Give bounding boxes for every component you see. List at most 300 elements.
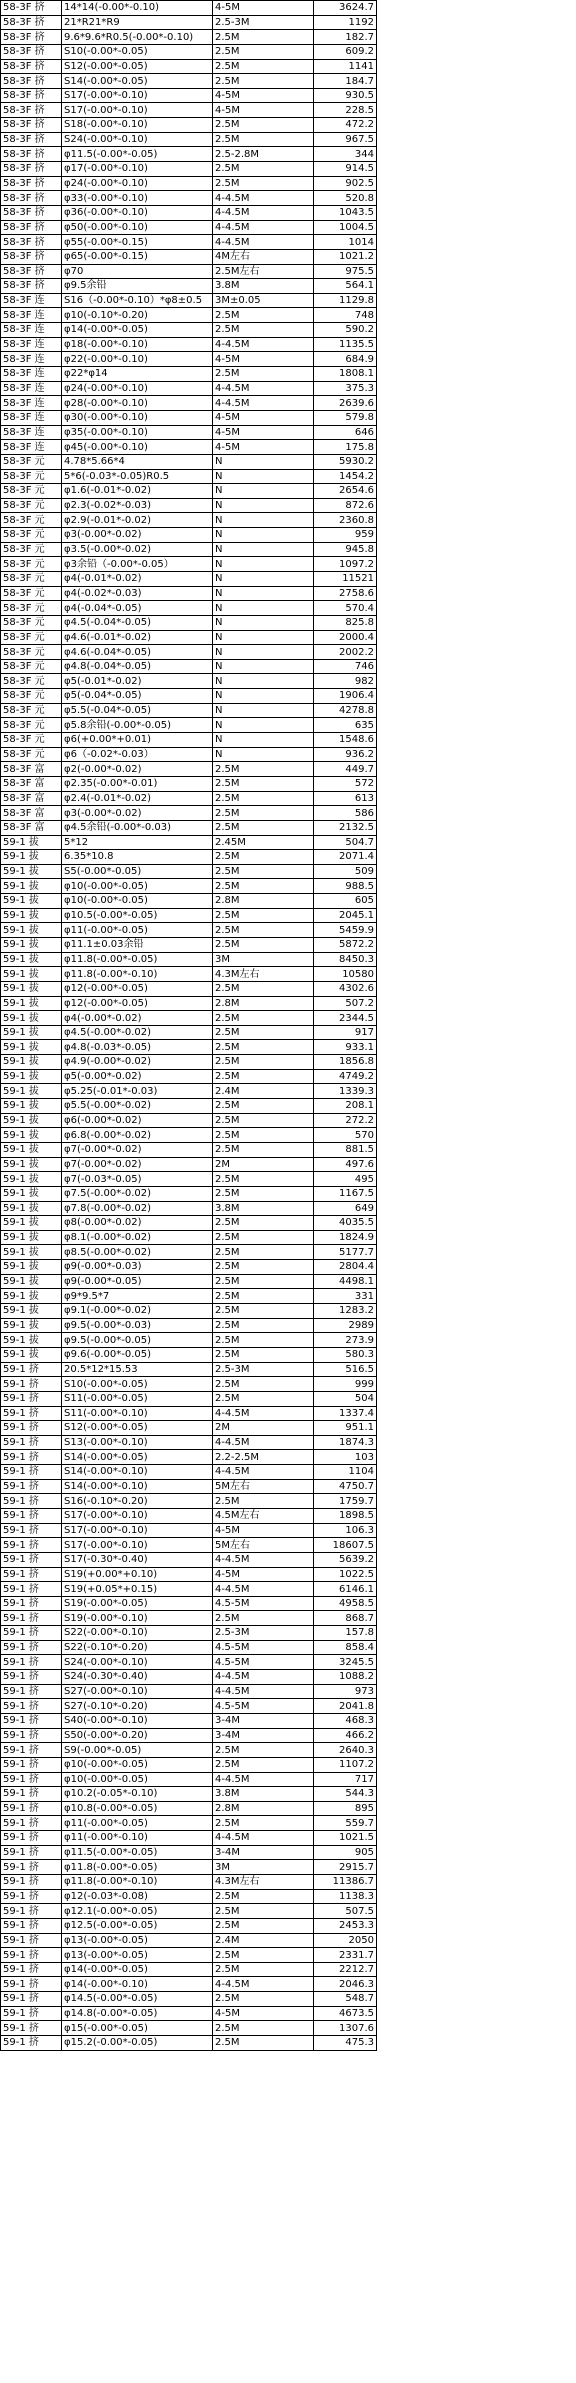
- grade-cell: 59-1 挤: [1, 1479, 62, 1494]
- length-cell: 4-5M: [213, 1, 314, 16]
- spec-cell: φ10(-0.00*-0.05): [62, 894, 213, 909]
- weight-cell: 945.8: [314, 542, 377, 557]
- grade-cell: 58-3F 挤: [1, 74, 62, 89]
- spec-cell: φ11.5(-0.00*-0.05): [62, 1845, 213, 1860]
- spec-cell: φ8.5(-0.00*-0.02): [62, 1245, 213, 1260]
- table-row: [1, 1684, 377, 1699]
- table-row: [1, 1142, 377, 1157]
- length-cell: 4-4.5M: [213, 1772, 314, 1787]
- table-row: [1, 601, 377, 616]
- grade-cell: 59-1 拔: [1, 1142, 62, 1157]
- weight-cell: 4749.2: [314, 1069, 377, 1084]
- table-row: [1, 1567, 377, 1582]
- grade-cell: 58-3F 挤: [1, 1, 62, 16]
- length-cell: N: [213, 469, 314, 484]
- weight-cell: 4958.5: [314, 1596, 377, 1611]
- spec-cell: φ5(-0.04*-0.05): [62, 689, 213, 704]
- table-row: [1, 1611, 377, 1626]
- weight-cell: 466.2: [314, 1728, 377, 1743]
- weight-cell: 988.5: [314, 879, 377, 894]
- length-cell: 4-5M: [213, 103, 314, 118]
- length-cell: 4-5M: [213, 1567, 314, 1582]
- table-row: [1, 1084, 377, 1099]
- table-row: [1, 484, 377, 499]
- length-cell: N: [213, 557, 314, 572]
- weight-cell: 2640.3: [314, 1743, 377, 1758]
- grade-cell: 59-1 挤: [1, 1435, 62, 1450]
- table-row: [1, 952, 377, 967]
- grade-cell: 58-3F 富: [1, 776, 62, 791]
- length-cell: 3.8M: [213, 279, 314, 294]
- grade-cell: 58-3F 元: [1, 659, 62, 674]
- length-cell: 2.5M: [213, 820, 314, 835]
- length-cell: 2.5M: [213, 1230, 314, 1245]
- spec-cell: S14(-0.00*-0.10): [62, 1465, 213, 1480]
- grade-cell: 58-3F 元: [1, 601, 62, 616]
- grade-cell: 59-1 挤: [1, 1494, 62, 1509]
- weight-cell: 1759.7: [314, 1494, 377, 1509]
- spec-cell: φ15.2(-0.00*-0.05): [62, 2036, 213, 2051]
- spec-cell: S22(-0.10*-0.20): [62, 1640, 213, 1655]
- spec-cell: φ22*φ14: [62, 367, 213, 382]
- grade-cell: 59-1 拔: [1, 1055, 62, 1070]
- weight-cell: 1454.2: [314, 469, 377, 484]
- grade-cell: 58-3F 挤: [1, 220, 62, 235]
- spec-cell: φ30(-0.00*-0.10): [62, 410, 213, 425]
- weight-cell: 959: [314, 528, 377, 543]
- weight-cell: 1307.6: [314, 2021, 377, 2036]
- length-cell: 2.5-3M: [213, 1362, 314, 1377]
- spec-cell: S17(-0.00*-0.10): [62, 88, 213, 103]
- table-row: [1, 191, 377, 206]
- weight-cell: 449.7: [314, 762, 377, 777]
- grade-cell: 58-3F 连: [1, 308, 62, 323]
- grade-cell: 59-1 挤: [1, 1626, 62, 1641]
- length-cell: 2.8M: [213, 894, 314, 909]
- length-cell: 4-5M: [213, 410, 314, 425]
- table-row: [1, 557, 377, 572]
- table-row: [1, 1055, 377, 1070]
- grade-cell: 58-3F 元: [1, 484, 62, 499]
- weight-cell: 917: [314, 1025, 377, 1040]
- weight-cell: 2212.7: [314, 1962, 377, 1977]
- weight-cell: 182.7: [314, 30, 377, 45]
- weight-cell: 973: [314, 1684, 377, 1699]
- table-row: [1, 30, 377, 45]
- weight-cell: 3245.5: [314, 1655, 377, 1670]
- weight-cell: 2360.8: [314, 513, 377, 528]
- table-row: [1, 689, 377, 704]
- length-cell: 2.5M: [213, 1260, 314, 1275]
- table-row: [1, 674, 377, 689]
- spec-cell: φ14.8(-0.00*-0.05): [62, 2006, 213, 2021]
- spec-cell: φ4(-0.02*-0.03): [62, 586, 213, 601]
- spec-cell: S10(-0.00*-0.05): [62, 1377, 213, 1392]
- length-cell: 2.4M: [213, 1933, 314, 1948]
- weight-cell: 4673.5: [314, 2006, 377, 2021]
- table-row: [1, 1465, 377, 1480]
- length-cell: 4-4.5M: [213, 381, 314, 396]
- table-row: [1, 132, 377, 147]
- table-row: [1, 1948, 377, 1963]
- table-row: [1, 835, 377, 850]
- spec-cell: S16(-0.10*-0.20): [62, 1494, 213, 1509]
- length-cell: 2.5M: [213, 1918, 314, 1933]
- length-cell: 2.5M: [213, 923, 314, 938]
- weight-cell: 613: [314, 791, 377, 806]
- grade-cell: 59-1 挤: [1, 1670, 62, 1685]
- length-cell: 4-4.5M: [213, 191, 314, 206]
- weight-cell: 4278.8: [314, 703, 377, 718]
- grade-cell: 58-3F 元: [1, 689, 62, 704]
- weight-cell: 2758.6: [314, 586, 377, 601]
- length-cell: 2.5M: [213, 1289, 314, 1304]
- grade-cell: 59-1 挤: [1, 1845, 62, 1860]
- length-cell: 2M: [213, 1157, 314, 1172]
- grade-cell: 59-1 挤: [1, 1450, 62, 1465]
- spec-cell: 14*14(-0.00*-0.10): [62, 1, 213, 16]
- length-cell: N: [213, 630, 314, 645]
- spec-cell: S18(-0.00*-0.10): [62, 118, 213, 133]
- length-cell: 4.5-5M: [213, 1596, 314, 1611]
- length-cell: 2.5M: [213, 1743, 314, 1758]
- length-cell: 4-4.5M: [213, 1435, 314, 1450]
- grade-cell: 59-1 拔: [1, 981, 62, 996]
- length-cell: 2.5M: [213, 1011, 314, 1026]
- grade-cell: 58-3F 连: [1, 440, 62, 455]
- table-row: [1, 1377, 377, 1392]
- spec-cell: φ5.25(-0.01*-0.03): [62, 1084, 213, 1099]
- spec-cell: φ65(-0.00*-0.15): [62, 249, 213, 264]
- spec-cell: φ12(-0.00*-0.05): [62, 981, 213, 996]
- table-row: [1, 308, 377, 323]
- weight-cell: 331: [314, 1289, 377, 1304]
- weight-cell: 570.4: [314, 601, 377, 616]
- length-cell: 2.5M: [213, 1904, 314, 1919]
- spec-cell: φ13(-0.00*-0.05): [62, 1948, 213, 1963]
- grade-cell: 59-1 挤: [1, 1743, 62, 1758]
- spec-cell: φ6(-0.00*-0.02): [62, 1113, 213, 1128]
- spec-cell: S11(-0.00*-0.05): [62, 1391, 213, 1406]
- length-cell: 2.5M: [213, 1245, 314, 1260]
- weight-cell: 468.3: [314, 1713, 377, 1728]
- spec-cell: φ55(-0.00*-0.15): [62, 235, 213, 250]
- weight-cell: 516.5: [314, 1362, 377, 1377]
- table-row: [1, 1421, 377, 1436]
- spec-cell: φ11(-0.00*-0.05): [62, 923, 213, 938]
- length-cell: 2.5M: [213, 850, 314, 865]
- spec-cell: φ11.1±0.03余铅: [62, 938, 213, 953]
- length-cell: 2.5M: [213, 1186, 314, 1201]
- grade-cell: 58-3F 挤: [1, 191, 62, 206]
- weight-cell: 559.7: [314, 1816, 377, 1831]
- length-cell: 2.5-3M: [213, 1626, 314, 1641]
- length-cell: 2.5M: [213, 162, 314, 177]
- grade-cell: 59-1 拔: [1, 1069, 62, 1084]
- length-cell: 2.5M: [213, 1992, 314, 2007]
- grade-cell: 58-3F 元: [1, 513, 62, 528]
- length-cell: N: [213, 571, 314, 586]
- grade-cell: 59-1 挤: [1, 1523, 62, 1538]
- spec-cell: φ4.5(-0.04*-0.05): [62, 615, 213, 630]
- weight-cell: 1022.5: [314, 1567, 377, 1582]
- spec-cell: φ7(-0.03*-0.05): [62, 1172, 213, 1187]
- spec-cell: φ36(-0.00*-0.10): [62, 205, 213, 220]
- weight-cell: 951.1: [314, 1421, 377, 1436]
- weight-cell: 1548.6: [314, 733, 377, 748]
- spec-cell: 9.6*9.6*R0.5(-0.00*-0.10): [62, 30, 213, 45]
- table-row: [1, 542, 377, 557]
- grade-cell: 58-3F 元: [1, 645, 62, 660]
- length-cell: 2.5M: [213, 1318, 314, 1333]
- weight-cell: 1192: [314, 15, 377, 30]
- table-row: [1, 176, 377, 191]
- length-cell: 4-4.5M: [213, 235, 314, 250]
- grade-cell: 59-1 拔: [1, 879, 62, 894]
- weight-cell: 1824.9: [314, 1230, 377, 1245]
- grade-cell: 59-1 拔: [1, 967, 62, 982]
- spec-cell: φ24(-0.00*-0.10): [62, 176, 213, 191]
- spec-cell: φ2(-0.00*-0.02): [62, 762, 213, 777]
- weight-cell: 1129.8: [314, 293, 377, 308]
- table-row: [1, 1289, 377, 1304]
- grade-cell: 58-3F 挤: [1, 132, 62, 147]
- weight-cell: 1138.3: [314, 1889, 377, 1904]
- grade-cell: 58-3F 元: [1, 498, 62, 513]
- table-row: [1, 220, 377, 235]
- table-row: [1, 1918, 377, 1933]
- table-row: [1, 703, 377, 718]
- length-cell: 4-4.5M: [213, 1465, 314, 1480]
- weight-cell: 999: [314, 1377, 377, 1392]
- table-row: [1, 1128, 377, 1143]
- weight-cell: 572: [314, 776, 377, 791]
- table-row: [1, 264, 377, 279]
- table-row: [1, 1655, 377, 1670]
- spec-cell: S24(-0.00*-0.10): [62, 132, 213, 147]
- length-cell: 2.5M: [213, 791, 314, 806]
- weight-cell: 3624.7: [314, 1, 377, 16]
- grade-cell: 58-3F 元: [1, 454, 62, 469]
- spec-cell: φ11.8(-0.00*-0.05): [62, 952, 213, 967]
- table-row: [1, 1757, 377, 1772]
- table-row: [1, 1333, 377, 1348]
- length-cell: 2.5M: [213, 1962, 314, 1977]
- grade-cell: 59-1 拔: [1, 1025, 62, 1040]
- grade-cell: 58-3F 挤: [1, 176, 62, 191]
- table-row: [1, 981, 377, 996]
- grade-cell: 58-3F 元: [1, 630, 62, 645]
- grade-cell: 58-3F 挤: [1, 59, 62, 74]
- spec-cell: S14(-0.00*-0.05): [62, 1450, 213, 1465]
- weight-cell: 157.8: [314, 1626, 377, 1641]
- spec-cell: S27(-0.10*-0.20): [62, 1699, 213, 1714]
- grade-cell: 58-3F 连: [1, 367, 62, 382]
- length-cell: 2.5M: [213, 59, 314, 74]
- weight-cell: 872.6: [314, 498, 377, 513]
- length-cell: 4-4.5M: [213, 1552, 314, 1567]
- length-cell: 2.5M: [213, 367, 314, 382]
- weight-cell: 2000.4: [314, 630, 377, 645]
- spec-cell: φ3.5(-0.00*-0.02): [62, 542, 213, 557]
- grade-cell: 59-1 挤: [1, 1875, 62, 1890]
- weight-cell: 930.5: [314, 88, 377, 103]
- grade-cell: 59-1 挤: [1, 1421, 62, 1436]
- table-row: [1, 323, 377, 338]
- grade-cell: 58-3F 挤: [1, 103, 62, 118]
- table-row: [1, 1274, 377, 1289]
- grade-cell: 59-1 拔: [1, 1318, 62, 1333]
- weight-cell: 975.5: [314, 264, 377, 279]
- spec-cell: φ12(-0.00*-0.05): [62, 996, 213, 1011]
- grade-cell: 59-1 挤: [1, 1728, 62, 1743]
- grade-cell: 59-1 拔: [1, 835, 62, 850]
- grade-cell: 58-3F 挤: [1, 264, 62, 279]
- spec-cell: φ9(-0.00*-0.03): [62, 1260, 213, 1275]
- spec-cell: φ10(-0.00*-0.05): [62, 1772, 213, 1787]
- spec-cell: S40(-0.00*-0.10): [62, 1713, 213, 1728]
- spec-cell: φ18(-0.00*-0.10): [62, 337, 213, 352]
- length-cell: 2.5M: [213, 2036, 314, 2051]
- table-row: [1, 571, 377, 586]
- weight-cell: 10580: [314, 967, 377, 982]
- spec-cell: φ24(-0.00*-0.10): [62, 381, 213, 396]
- length-cell: 3.8M: [213, 1787, 314, 1802]
- table-row: [1, 1699, 377, 1714]
- table-row: [1, 59, 377, 74]
- spec-cell: φ7.5(-0.00*-0.02): [62, 1186, 213, 1201]
- spec-cell: φ11.8(-0.00*-0.10): [62, 1875, 213, 1890]
- weight-cell: 2041.8: [314, 1699, 377, 1714]
- spec-cell: 20.5*12*15.53: [62, 1362, 213, 1377]
- spec-cell: φ8.1(-0.00*-0.02): [62, 1230, 213, 1245]
- weight-cell: 2804.4: [314, 1260, 377, 1275]
- table-row: [1, 586, 377, 601]
- weight-cell: 2045.1: [314, 908, 377, 923]
- grade-cell: 59-1 挤: [1, 1816, 62, 1831]
- weight-cell: 2989: [314, 1318, 377, 1333]
- length-cell: 2.5M: [213, 1611, 314, 1626]
- length-cell: N: [213, 645, 314, 660]
- table-row: [1, 498, 377, 513]
- grade-cell: 58-3F 连: [1, 323, 62, 338]
- grade-cell: 59-1 拔: [1, 1113, 62, 1128]
- grade-cell: 59-1 挤: [1, 1948, 62, 1963]
- spec-cell: φ9.1(-0.00*-0.02): [62, 1304, 213, 1319]
- length-cell: N: [213, 703, 314, 718]
- length-cell: 2.5M左右: [213, 264, 314, 279]
- spec-cell: S19(-0.00*-0.05): [62, 1596, 213, 1611]
- grade-cell: 59-1 挤: [1, 1801, 62, 1816]
- weight-cell: 544.3: [314, 1787, 377, 1802]
- weight-cell: 272.2: [314, 1113, 377, 1128]
- length-cell: N: [213, 718, 314, 733]
- grade-cell: 58-3F 挤: [1, 235, 62, 250]
- table-row: [1, 410, 377, 425]
- weight-cell: 1135.5: [314, 337, 377, 352]
- spec-cell: 4.78*5.66*4: [62, 454, 213, 469]
- spec-cell: φ6.8(-0.00*-0.02): [62, 1128, 213, 1143]
- spec-cell: 5*6(-0.03*-0.05)R0.5: [62, 469, 213, 484]
- weight-cell: 5872.2: [314, 938, 377, 953]
- length-cell: 4-4.5M: [213, 205, 314, 220]
- table-row: [1, 1845, 377, 1860]
- spec-cell: φ11.8(-0.00*-0.10): [62, 967, 213, 982]
- length-cell: 3M: [213, 1860, 314, 1875]
- table-row: [1, 1391, 377, 1406]
- length-cell: 2.5M: [213, 118, 314, 133]
- spec-cell: S9(-0.00*-0.05): [62, 1743, 213, 1758]
- spec-cell: φ50(-0.00*-0.10): [62, 220, 213, 235]
- table-row: [1, 1318, 377, 1333]
- grade-cell: 58-3F 元: [1, 469, 62, 484]
- table-row: [1, 293, 377, 308]
- weight-cell: 504.7: [314, 835, 377, 850]
- spec-cell: φ5(-0.01*-0.02): [62, 674, 213, 689]
- length-cell: 2.5M: [213, 1889, 314, 1904]
- grade-cell: 59-1 拔: [1, 850, 62, 865]
- table-row: [1, 1816, 377, 1831]
- length-cell: 4-5M: [213, 440, 314, 455]
- grade-cell: 59-1 拔: [1, 1128, 62, 1143]
- weight-cell: 1043.5: [314, 205, 377, 220]
- table-row: [1, 1479, 377, 1494]
- spec-cell: S13(-0.00*-0.10): [62, 1435, 213, 1450]
- grade-cell: 58-3F 元: [1, 586, 62, 601]
- grade-cell: 59-1 拔: [1, 1289, 62, 1304]
- spec-cell: φ4(-0.04*-0.05): [62, 601, 213, 616]
- spec-cell: S17(-0.30*-0.40): [62, 1552, 213, 1567]
- table-row: [1, 74, 377, 89]
- weight-cell: 914.5: [314, 162, 377, 177]
- table-row: [1, 1011, 377, 1026]
- length-cell: 2.5M: [213, 1948, 314, 1963]
- length-cell: N: [213, 601, 314, 616]
- table-row: [1, 1552, 377, 1567]
- length-cell: 4-4.5M: [213, 1670, 314, 1685]
- table-row: [1, 1743, 377, 1758]
- weight-cell: 895: [314, 1801, 377, 1816]
- spec-cell: φ11(-0.00*-0.05): [62, 1816, 213, 1831]
- spec-cell: S22(-0.00*-0.10): [62, 1626, 213, 1641]
- weight-cell: 590.2: [314, 323, 377, 338]
- length-cell: 2.5M: [213, 1025, 314, 1040]
- length-cell: 4.5-5M: [213, 1655, 314, 1670]
- table-row: [1, 1362, 377, 1377]
- grade-cell: 59-1 拔: [1, 1186, 62, 1201]
- spec-cell: φ4.6(-0.01*-0.02): [62, 630, 213, 645]
- weight-cell: 1021.2: [314, 249, 377, 264]
- table-row: [1, 1538, 377, 1553]
- table-row: [1, 1260, 377, 1275]
- grade-cell: 59-1 拔: [1, 996, 62, 1011]
- spec-cell: φ14(-0.00*-0.10): [62, 1977, 213, 1992]
- length-cell: 3-4M: [213, 1713, 314, 1728]
- weight-cell: 228.5: [314, 103, 377, 118]
- weight-cell: 1898.5: [314, 1508, 377, 1523]
- spec-cell: φ15(-0.00*-0.05): [62, 2021, 213, 2036]
- length-cell: 2.5M: [213, 1142, 314, 1157]
- length-cell: 3-4M: [213, 1728, 314, 1743]
- grade-cell: 58-3F 挤: [1, 30, 62, 45]
- grade-cell: 59-1 挤: [1, 1933, 62, 1948]
- weight-cell: 564.1: [314, 279, 377, 294]
- grade-cell: 59-1 拔: [1, 1216, 62, 1231]
- table-row: [1, 923, 377, 938]
- length-cell: N: [213, 674, 314, 689]
- table-row: [1, 513, 377, 528]
- table-row: [1, 1772, 377, 1787]
